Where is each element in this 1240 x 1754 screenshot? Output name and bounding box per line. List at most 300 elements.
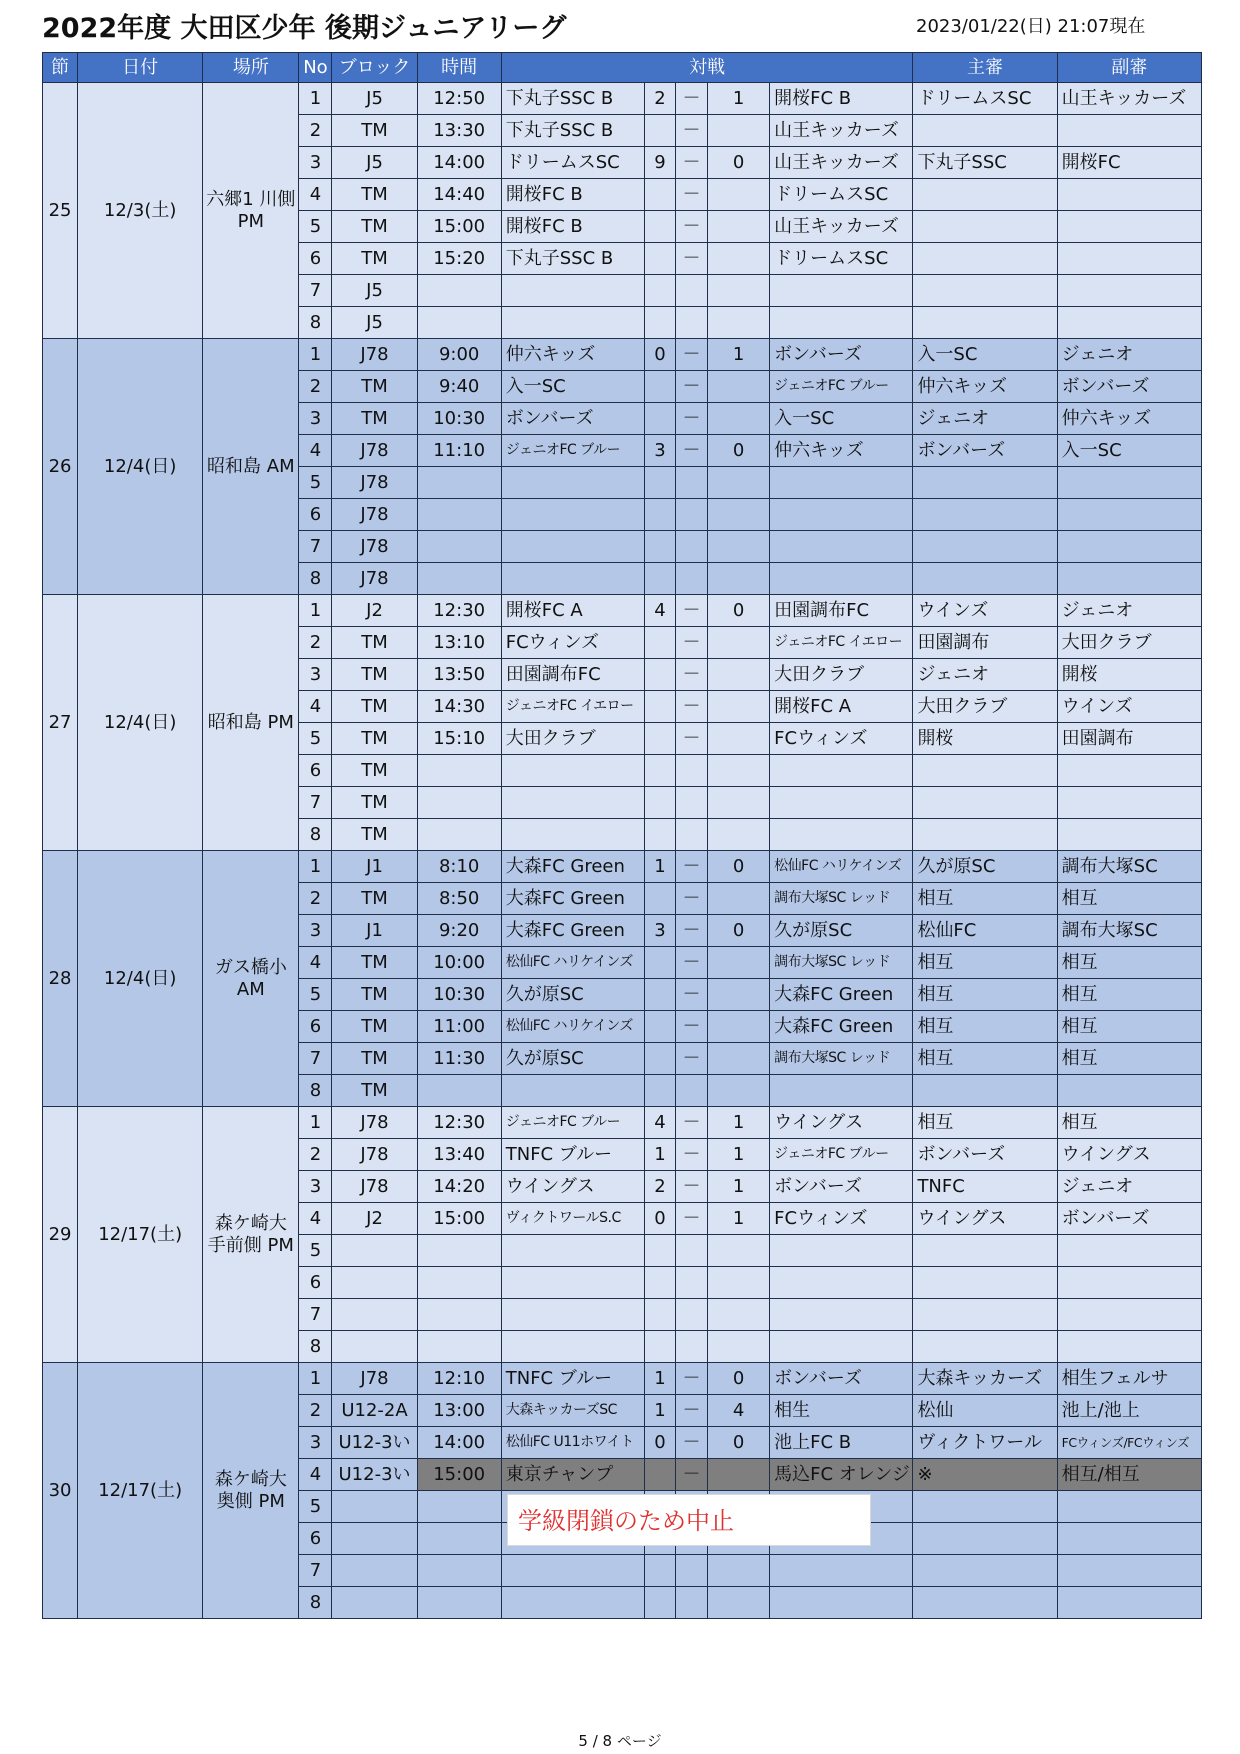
header-setsu: 節 xyxy=(43,53,78,83)
match-no: 6 xyxy=(299,1267,332,1299)
home-score: 2 xyxy=(644,83,675,115)
match-block xyxy=(332,1299,417,1331)
referee: ウイングス xyxy=(913,1203,1057,1235)
referee: 大田クラブ xyxy=(913,691,1057,723)
away-team: ジェニオFC ブルー xyxy=(770,1139,913,1171)
round-venue: 昭和島 PM xyxy=(203,595,299,851)
assistant-referee: 入一SC xyxy=(1057,435,1201,467)
home-team xyxy=(501,1555,644,1587)
match-block: TM xyxy=(332,371,417,403)
match-block: J1 xyxy=(332,915,417,947)
match-time xyxy=(417,1075,501,1107)
match-time: 12:50 xyxy=(417,83,501,115)
match-block xyxy=(332,1331,417,1363)
round-venue: ガス橋小 AM xyxy=(203,851,299,1107)
match-time xyxy=(417,307,501,339)
home-team: ヴィクトワールS.C xyxy=(501,1203,644,1235)
home-team: FCウィンズ xyxy=(501,627,644,659)
score-separator: － xyxy=(676,947,708,979)
referee xyxy=(913,787,1057,819)
home-score xyxy=(644,243,675,275)
away-team xyxy=(770,467,913,499)
assistant-referee xyxy=(1057,1299,1201,1331)
round-date: 12/17(土) xyxy=(78,1107,203,1363)
home-team xyxy=(501,1331,644,1363)
round-number: 26 xyxy=(43,339,78,595)
home-score xyxy=(644,1459,675,1491)
away-score xyxy=(708,243,770,275)
match-no: 2 xyxy=(299,627,332,659)
home-score: 0 xyxy=(644,339,675,371)
home-score: 0 xyxy=(644,1427,675,1459)
schedule-table xyxy=(42,52,1202,1619)
home-team xyxy=(501,307,644,339)
match-no: 7 xyxy=(299,787,332,819)
away-team xyxy=(770,819,913,851)
home-score xyxy=(644,179,675,211)
away-score xyxy=(708,371,770,403)
score-separator xyxy=(676,787,708,819)
home-team xyxy=(501,819,644,851)
referee xyxy=(913,275,1057,307)
match-time: 14:40 xyxy=(417,179,501,211)
match-no: 3 xyxy=(299,659,332,691)
match-no: 8 xyxy=(299,563,332,595)
referee: 入一SC xyxy=(913,339,1057,371)
assistant-referee: 調布大塚SC xyxy=(1057,915,1201,947)
match-block: J5 xyxy=(332,275,417,307)
match-block: J78 xyxy=(332,1363,417,1395)
away-team: 山王キッカーズ xyxy=(770,115,913,147)
match-block: J2 xyxy=(332,595,417,627)
referee xyxy=(913,1075,1057,1107)
match-time: 10:30 xyxy=(417,979,501,1011)
score-separator: － xyxy=(676,403,708,435)
match-time xyxy=(417,1491,501,1523)
assistant-referee xyxy=(1057,275,1201,307)
score-separator xyxy=(676,1555,708,1587)
away-score: 0 xyxy=(708,595,770,627)
match-block: J78 xyxy=(332,531,417,563)
home-team: 松仙FC ハリケインズ xyxy=(501,947,644,979)
match-no: 8 xyxy=(299,307,332,339)
score-separator: － xyxy=(676,691,708,723)
header-match: 対戦 xyxy=(501,53,913,83)
match-block: TM xyxy=(332,243,417,275)
away-score xyxy=(708,883,770,915)
cancellation-notice: 学級閉鎖のため中止 xyxy=(507,1494,871,1546)
header-assistant: 副審 xyxy=(1057,53,1201,83)
away-score xyxy=(708,1555,770,1587)
away-team: FCウィンズ xyxy=(770,723,913,755)
assistant-referee: 相互 xyxy=(1057,979,1201,1011)
assistant-referee: 大田クラブ xyxy=(1057,627,1201,659)
referee xyxy=(913,1523,1057,1555)
referee xyxy=(913,1267,1057,1299)
away-score xyxy=(708,947,770,979)
match-block: J78 xyxy=(332,435,417,467)
away-team: ウイングス xyxy=(770,1107,913,1139)
away-team: 開桜FC A xyxy=(770,691,913,723)
home-score: 1 xyxy=(644,1139,675,1171)
home-score xyxy=(644,1555,675,1587)
referee: 久が原SC xyxy=(913,851,1057,883)
match-time: 10:30 xyxy=(417,403,501,435)
referee xyxy=(913,1555,1057,1587)
score-separator xyxy=(676,1267,708,1299)
referee xyxy=(913,1331,1057,1363)
match-block: U12-3い xyxy=(332,1459,417,1491)
home-score xyxy=(644,211,675,243)
match-block xyxy=(332,1491,417,1523)
home-team xyxy=(501,787,644,819)
away-score: 1 xyxy=(708,1107,770,1139)
match-time xyxy=(417,1299,501,1331)
match-no: 4 xyxy=(299,1459,332,1491)
match-block: J5 xyxy=(332,307,417,339)
match-no: 7 xyxy=(299,1043,332,1075)
match-time: 13:30 xyxy=(417,115,501,147)
away-team xyxy=(770,1331,913,1363)
referee xyxy=(913,819,1057,851)
match-no: 6 xyxy=(299,243,332,275)
away-team: 松仙FC ハリケインズ xyxy=(770,851,913,883)
match-no: 2 xyxy=(299,371,332,403)
away-score xyxy=(708,979,770,1011)
away-team: 仲六キッズ xyxy=(770,435,913,467)
away-team: 池上FC B xyxy=(770,1427,913,1459)
away-team: 入一SC xyxy=(770,403,913,435)
referee xyxy=(913,1299,1057,1331)
home-team: 開桜FC B xyxy=(501,179,644,211)
round-number: 27 xyxy=(43,595,78,851)
round-date: 12/4(日) xyxy=(78,851,203,1107)
match-no: 5 xyxy=(299,211,332,243)
assistant-referee xyxy=(1057,1523,1201,1555)
assistant-referee xyxy=(1057,531,1201,563)
home-team: 下丸子SSC B xyxy=(501,115,644,147)
match-no: 6 xyxy=(299,755,332,787)
home-team xyxy=(501,531,644,563)
match-time: 9:20 xyxy=(417,915,501,947)
score-separator: － xyxy=(676,1427,708,1459)
header-row xyxy=(43,53,1202,83)
home-score xyxy=(644,723,675,755)
away-team: 馬込FC オレンジ xyxy=(770,1459,913,1491)
header-no: No xyxy=(299,53,332,83)
referee xyxy=(913,563,1057,595)
away-score: 1 xyxy=(708,1171,770,1203)
header-place: 場所 xyxy=(203,53,299,83)
assistant-referee: ウイングス xyxy=(1057,1139,1201,1171)
match-time xyxy=(417,755,501,787)
page-title: 2022年度 大田区少年 後期ジュニアリーグ xyxy=(42,13,567,44)
assistant-referee: ウインズ xyxy=(1057,691,1201,723)
referee: ジェニオ xyxy=(913,659,1057,691)
match-block: J78 xyxy=(332,1171,417,1203)
match-time: 14:30 xyxy=(417,691,501,723)
away-team: 調布大塚SC レッド xyxy=(770,1043,913,1075)
score-separator: － xyxy=(676,595,708,627)
away-score xyxy=(708,1235,770,1267)
home-score: 1 xyxy=(644,1395,675,1427)
table-row xyxy=(43,83,1202,115)
away-score: 0 xyxy=(708,851,770,883)
home-score: 4 xyxy=(644,1107,675,1139)
match-block xyxy=(332,1235,417,1267)
match-no: 7 xyxy=(299,275,332,307)
away-team: ジェニオFC ブルー xyxy=(770,371,913,403)
round-date: 12/3(土) xyxy=(78,83,203,339)
match-time xyxy=(417,1235,501,1267)
match-time: 9:00 xyxy=(417,339,501,371)
match-no: 3 xyxy=(299,915,332,947)
away-team xyxy=(770,563,913,595)
referee: ウインズ xyxy=(913,595,1057,627)
assistant-referee xyxy=(1057,307,1201,339)
referee xyxy=(913,211,1057,243)
match-no: 6 xyxy=(299,499,332,531)
home-team xyxy=(501,1235,644,1267)
match-no: 4 xyxy=(299,179,332,211)
score-separator: － xyxy=(676,979,708,1011)
away-team: ジェニオFC イエロー xyxy=(770,627,913,659)
referee xyxy=(913,531,1057,563)
assistant-referee: 相互 xyxy=(1057,1107,1201,1139)
round-venue: 森ケ崎大 手前側 PM xyxy=(203,1107,299,1363)
match-block: J78 xyxy=(332,339,417,371)
away-team: 山王キッカーズ xyxy=(770,211,913,243)
away-team xyxy=(770,1075,913,1107)
home-score xyxy=(644,307,675,339)
referee xyxy=(913,499,1057,531)
score-separator: － xyxy=(676,1459,708,1491)
match-no: 5 xyxy=(299,1491,332,1523)
referee: TNFC xyxy=(913,1171,1057,1203)
round-venue: 昭和島 AM xyxy=(203,339,299,595)
referee: ※ xyxy=(913,1459,1057,1491)
away-team: ボンバーズ xyxy=(770,339,913,371)
assistant-referee xyxy=(1057,179,1201,211)
away-team: 調布大塚SC レッド xyxy=(770,883,913,915)
home-score xyxy=(644,563,675,595)
away-score xyxy=(708,499,770,531)
match-no: 3 xyxy=(299,403,332,435)
assistant-referee xyxy=(1057,819,1201,851)
match-no: 7 xyxy=(299,1555,332,1587)
assistant-referee xyxy=(1057,787,1201,819)
score-separator: － xyxy=(676,723,708,755)
home-team: 入一SC xyxy=(501,371,644,403)
assistant-referee xyxy=(1057,1555,1201,1587)
home-score xyxy=(644,627,675,659)
home-team: ジェニオFC ブルー xyxy=(501,1107,644,1139)
assistant-referee xyxy=(1057,755,1201,787)
referee xyxy=(913,1235,1057,1267)
away-score xyxy=(708,1331,770,1363)
score-separator xyxy=(676,755,708,787)
match-block: U12-3い xyxy=(332,1427,417,1459)
home-score: 1 xyxy=(644,851,675,883)
score-separator: － xyxy=(676,371,708,403)
assistant-referee xyxy=(1057,563,1201,595)
match-time xyxy=(417,563,501,595)
round-venue: 森ケ崎大 奥側 PM xyxy=(203,1363,299,1619)
update-timestamp: 2023/01/22(日) 21:07現在 xyxy=(916,16,1146,37)
assistant-referee: ジェニオ xyxy=(1057,339,1201,371)
match-no: 5 xyxy=(299,979,332,1011)
score-separator xyxy=(676,307,708,339)
home-score xyxy=(644,947,675,979)
match-block: TM xyxy=(332,787,417,819)
home-score xyxy=(644,659,675,691)
match-no: 4 xyxy=(299,947,332,979)
match-time xyxy=(417,1331,501,1363)
home-score xyxy=(644,1587,675,1619)
score-separator: － xyxy=(676,1363,708,1395)
assistant-referee xyxy=(1057,499,1201,531)
away-team xyxy=(770,755,913,787)
match-time xyxy=(417,531,501,563)
away-score xyxy=(708,531,770,563)
away-team: ドリームスSC xyxy=(770,179,913,211)
home-team: 大田クラブ xyxy=(501,723,644,755)
away-team xyxy=(770,275,913,307)
match-block: J78 xyxy=(332,563,417,595)
assistant-referee: FCウィンズ/FCウィンズ xyxy=(1057,1427,1201,1459)
referee: 開桜 xyxy=(913,723,1057,755)
referee xyxy=(913,755,1057,787)
match-no: 3 xyxy=(299,1171,332,1203)
away-score: 0 xyxy=(708,435,770,467)
match-time: 12:30 xyxy=(417,595,501,627)
match-time: 11:10 xyxy=(417,435,501,467)
assistant-referee: 相互 xyxy=(1057,1043,1201,1075)
match-block: TM xyxy=(332,819,417,851)
score-separator xyxy=(676,531,708,563)
home-team: 仲六キッズ xyxy=(501,339,644,371)
round-group xyxy=(43,1107,1202,1363)
away-team: 開桜FC B xyxy=(770,83,913,115)
round-group xyxy=(43,595,1202,851)
referee: 大森キッカーズ xyxy=(913,1363,1057,1395)
match-no: 8 xyxy=(299,819,332,851)
score-separator xyxy=(676,275,708,307)
home-score xyxy=(644,1267,675,1299)
assistant-referee: 開桜FC xyxy=(1057,147,1201,179)
assistant-referee: 相互 xyxy=(1057,947,1201,979)
match-time: 9:40 xyxy=(417,371,501,403)
match-no: 7 xyxy=(299,531,332,563)
score-separator xyxy=(676,1331,708,1363)
score-separator: － xyxy=(676,83,708,115)
assistant-referee: 相互/相互 xyxy=(1057,1459,1201,1491)
assistant-referee xyxy=(1057,1491,1201,1523)
score-separator: － xyxy=(676,1011,708,1043)
score-separator xyxy=(676,1299,708,1331)
home-team xyxy=(501,563,644,595)
match-no: 1 xyxy=(299,595,332,627)
referee: 松仙 xyxy=(913,1395,1057,1427)
match-block: J5 xyxy=(332,147,417,179)
home-team: 久が原SC xyxy=(501,979,644,1011)
home-team: TNFC ブルー xyxy=(501,1363,644,1395)
match-block: TM xyxy=(332,403,417,435)
score-separator: － xyxy=(676,851,708,883)
match-block: TM xyxy=(332,947,417,979)
score-separator xyxy=(676,467,708,499)
away-team: ドリームスSC xyxy=(770,243,913,275)
away-score xyxy=(708,275,770,307)
away-score xyxy=(708,819,770,851)
away-team: ボンバーズ xyxy=(770,1171,913,1203)
assistant-referee: 仲六キッズ xyxy=(1057,403,1201,435)
away-score: 0 xyxy=(708,147,770,179)
match-time: 13:50 xyxy=(417,659,501,691)
match-block xyxy=(332,1267,417,1299)
match-time xyxy=(417,819,501,851)
match-no: 6 xyxy=(299,1523,332,1555)
referee xyxy=(913,179,1057,211)
home-team xyxy=(501,1299,644,1331)
home-team: 開桜FC A xyxy=(501,595,644,627)
match-no: 1 xyxy=(299,851,332,883)
away-team xyxy=(770,307,913,339)
match-time: 13:40 xyxy=(417,1139,501,1171)
match-no: 5 xyxy=(299,1235,332,1267)
assistant-referee xyxy=(1057,1075,1201,1107)
match-block: J1 xyxy=(332,851,417,883)
assistant-referee xyxy=(1057,1331,1201,1363)
away-score xyxy=(708,179,770,211)
away-score xyxy=(708,1459,770,1491)
match-block: TM xyxy=(332,723,417,755)
match-block xyxy=(332,1523,417,1555)
score-separator xyxy=(676,1075,708,1107)
home-score xyxy=(644,691,675,723)
match-time: 8:10 xyxy=(417,851,501,883)
match-block: TM xyxy=(332,755,417,787)
assistant-referee: 山王キッカーズ xyxy=(1057,83,1201,115)
away-score xyxy=(708,403,770,435)
round-venue: 六郷1 川側 PM xyxy=(203,83,299,339)
away-team xyxy=(770,1299,913,1331)
match-time: 12:30 xyxy=(417,1107,501,1139)
away-team: 山王キッカーズ xyxy=(770,147,913,179)
referee: 仲六キッズ xyxy=(913,371,1057,403)
header-date: 日付 xyxy=(78,53,203,83)
referee: ボンバーズ xyxy=(913,435,1057,467)
match-time xyxy=(417,1523,501,1555)
away-team: 大森FC Green xyxy=(770,1011,913,1043)
match-time: 15:10 xyxy=(417,723,501,755)
match-block: TM xyxy=(332,883,417,915)
home-team xyxy=(501,1075,644,1107)
home-team: 大森FC Green xyxy=(501,883,644,915)
match-time: 11:30 xyxy=(417,1043,501,1075)
score-separator xyxy=(676,1235,708,1267)
home-team xyxy=(501,755,644,787)
home-score xyxy=(644,531,675,563)
referee: ヴィクトワール xyxy=(913,1427,1057,1459)
away-score xyxy=(708,1011,770,1043)
home-score xyxy=(644,1011,675,1043)
away-score xyxy=(708,1299,770,1331)
away-score: 1 xyxy=(708,83,770,115)
table-row xyxy=(43,1107,1202,1139)
home-team xyxy=(501,467,644,499)
home-team: 下丸子SSC B xyxy=(501,243,644,275)
